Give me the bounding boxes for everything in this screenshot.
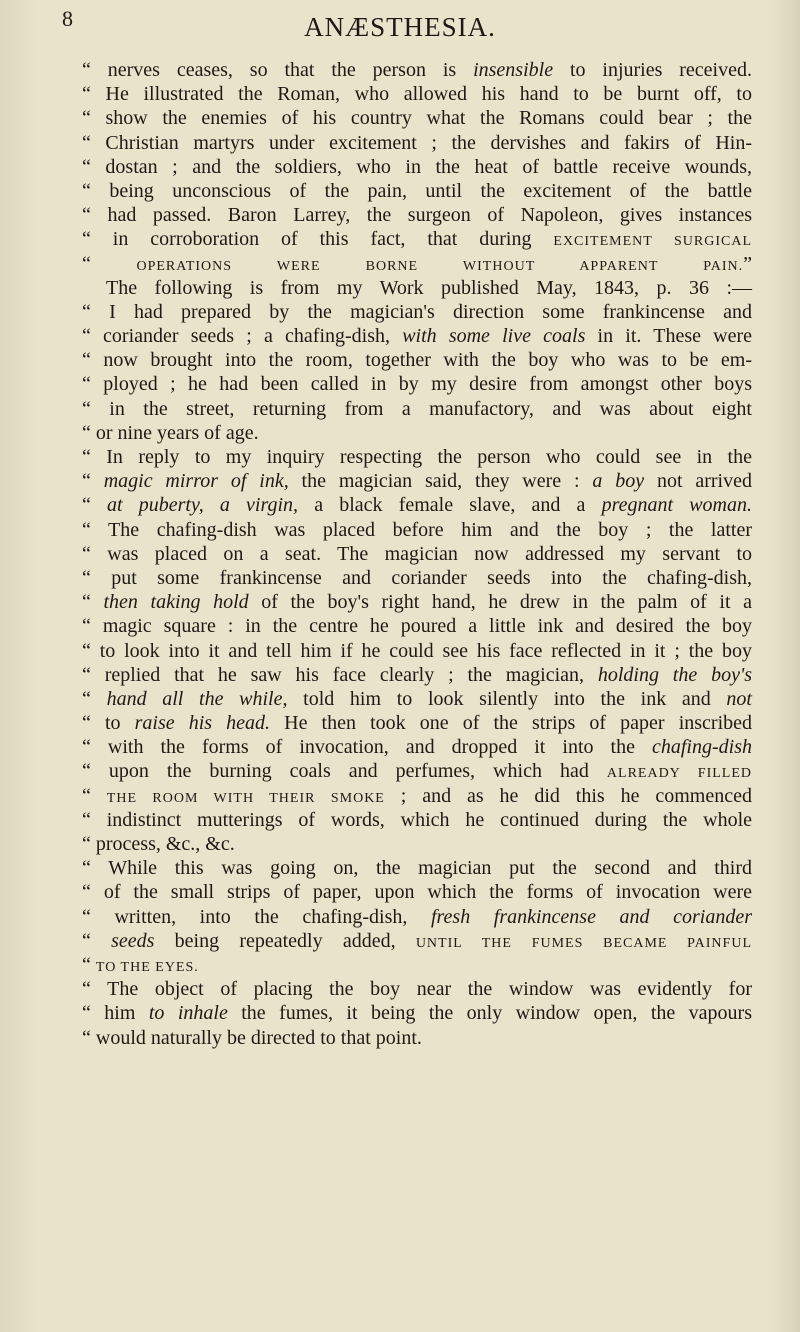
italic-text: a boy [592, 470, 645, 493]
text-segment: “ [82, 494, 108, 517]
text-segment: He then took one of the strips of paper inscribed [270, 712, 753, 735]
italic-text: holding the boy's [597, 663, 753, 686]
text-line [82, 469, 752, 493]
text-segment: “ had passed. Baron Larrey, the surgeon of Napoleon, gives instances [82, 204, 752, 227]
text-line [82, 784, 752, 808]
text-segment: ” [743, 252, 752, 275]
italic-text: seeds [111, 929, 155, 952]
text-line [82, 566, 752, 590]
text-segment: “ coriander seeds ; a chafing-dish, [82, 325, 403, 348]
text-segment: “ [82, 591, 104, 614]
text-segment: “ The object of placing the boy near the window was evidently for [82, 978, 752, 1001]
text-segment: “ written, into the chafing-dish, [82, 905, 431, 928]
text-segment: “ indistinct mutterings of words, which he continued during the whole [82, 808, 752, 831]
text-line [82, 372, 752, 396]
text-line [82, 518, 752, 542]
text-line [82, 445, 752, 469]
text-line [82, 832, 752, 856]
text-line [82, 348, 752, 372]
text-line [82, 227, 752, 251]
text-segment: “ dostan ; and the soldiers, who in the heat of battle receive wounds, [82, 155, 752, 178]
small-caps-text: OPERATIONS WERE BORNE WITHOUT APPARENT PAIN. [136, 258, 744, 274]
small-caps-text: TO THE EYES. [95, 959, 199, 975]
text-segment: “ [82, 784, 107, 807]
text-segment: “ In reply to my inquiry respecting the person who could see in the [82, 446, 752, 468]
text-segment: to injuries received. [553, 59, 752, 81]
text-segment: being repeatedly added, [154, 929, 416, 952]
text-segment: “ being unconscious of the pain, until the excitement of the battle [82, 179, 752, 202]
text-line [82, 252, 752, 276]
text-segment: “ upon the burning coals and perfumes, which had [82, 760, 607, 783]
small-caps-text: UNTIL THE FUMES BECAME PAINFUL [415, 935, 752, 951]
body-text [82, 58, 752, 1050]
text-segment: “ He illustrated the Roman, who allowed his hand to be burnt off, to [82, 83, 752, 106]
text-line [82, 856, 752, 880]
text-line [82, 542, 752, 566]
text-segment: “ put some frankincense and coriander seeds into the chafing-dish, [82, 566, 752, 589]
text-line [82, 808, 752, 832]
italic-text: at puberty, a virgin, [107, 494, 299, 517]
text-line [82, 663, 752, 687]
small-caps-text: ALREADY FILLED [606, 766, 753, 782]
text-segment: “ [82, 470, 104, 493]
text-line [82, 106, 752, 130]
text-segment: “ in corroboration of this fact, that during [82, 228, 554, 251]
text-segment: the magician said, they were : [288, 470, 593, 493]
text-segment: “ ployed ; he had been called in by my desire from amongst other boys [82, 373, 752, 396]
text-line [82, 953, 752, 977]
text-line [82, 759, 752, 783]
italic-text: then taking hold [103, 591, 249, 614]
text-segment: “ While this was going on, the magician put the second and third [82, 857, 752, 880]
small-caps-text: THE ROOM WITH THEIR SMOKE [106, 790, 385, 806]
text-segment: “ magic square : in the centre he poured a little ink and desired the boy [82, 615, 752, 638]
italic-text: with some live coals [402, 325, 586, 348]
text-segment: the fumes, it being the only window open, the vapours [227, 1002, 753, 1025]
text-line [82, 179, 752, 203]
text-line [82, 590, 752, 614]
italic-text: hand all the while, [106, 687, 288, 710]
text-line [82, 1026, 752, 1050]
text-segment: “ was placed on a seat. The magician now addressed my servant to [82, 542, 752, 565]
text-segment: “ The chafing-dish was placed before him and the boy ; the latter [82, 518, 752, 541]
italic-text: to inhale [148, 1002, 228, 1025]
text-line [82, 203, 752, 227]
text-segment: “ process, &c., &c. [82, 833, 235, 855]
text-segment: a black female slave, and a [298, 494, 602, 517]
text-segment: The following is from my Work published May, 1843, p. 36 :— [106, 276, 752, 299]
text-line [82, 687, 752, 711]
italic-text: fresh frankincense and coriander [430, 905, 752, 928]
text-line [82, 58, 752, 82]
text-segment: “ to [82, 712, 135, 735]
text-line [82, 493, 752, 517]
text-segment: “ show the enemies of his country what the Romans could bear ; the [82, 107, 752, 130]
text-line [82, 735, 752, 759]
text-segment: “ nerves ceases, so that the person is [82, 59, 474, 81]
text-line [82, 977, 752, 1001]
text-line [82, 300, 752, 324]
text-segment: “ with the forms of invocation, and dropped it into the [82, 736, 652, 759]
text-segment: “ [82, 929, 112, 952]
text-line [82, 155, 752, 179]
text-segment: “ now brought into the room, together with the boy who was to be em- [82, 349, 752, 372]
text-segment: of the boy's right hand, he drew in the palm of it a [248, 591, 752, 614]
text-segment: ; and as he did this he commenced [384, 784, 752, 807]
text-segment: “ replied that he saw his face clearly ; the magician, [82, 663, 598, 686]
text-line [82, 324, 752, 348]
text-segment: “ of the small strips of paper, upon which the forms of invocation were [82, 881, 752, 904]
text-line [82, 276, 752, 300]
text-segment: “ to look into it and tell him if he could see his face reflected in it ; the boy [82, 639, 752, 662]
text-line [82, 929, 752, 953]
text-segment: “ would naturally be directed to that point. [82, 1026, 422, 1049]
italic-text: not [726, 687, 752, 710]
text-segment: in it. These were [585, 325, 753, 348]
italic-text: chafing-dish [652, 736, 752, 759]
small-caps-text: EXCITEMENT SURGICAL [553, 234, 752, 250]
italic-text: raise his head. [134, 712, 271, 735]
text-segment: “ [82, 687, 107, 710]
text-line [82, 880, 752, 904]
italic-text: pregnant woman. [601, 494, 752, 517]
text-line [82, 82, 752, 106]
text-line [82, 421, 752, 445]
text-segment: “ [82, 953, 96, 976]
italic-text: insensible [473, 59, 554, 81]
text-line [82, 614, 752, 638]
page-number: 8 [62, 6, 73, 31]
text-segment: “ I had prepared by the magician's direction some frankincense and [82, 300, 752, 323]
text-line [82, 397, 752, 421]
text-segment: “ in the street, returning from a manufactory, and was about eight [82, 397, 752, 420]
text-segment: “ or nine years of age. [82, 421, 259, 444]
text-line [82, 131, 752, 155]
text-segment: told him to look silently into the ink and [287, 687, 727, 710]
text-segment: “ [82, 252, 137, 275]
text-segment: “ him [82, 1002, 149, 1025]
text-segment: “ Christian martyrs under excitement ; the dervishes and fakirs of Hin- [82, 131, 752, 154]
running-head: ANÆSTHESIA. [304, 12, 496, 42]
text-line [82, 1001, 752, 1025]
text-segment: not arrived [644, 470, 752, 493]
text-line [82, 905, 752, 929]
text-line [82, 639, 752, 663]
italic-text: magic mirror of ink, [103, 470, 289, 493]
text-line [82, 711, 752, 735]
